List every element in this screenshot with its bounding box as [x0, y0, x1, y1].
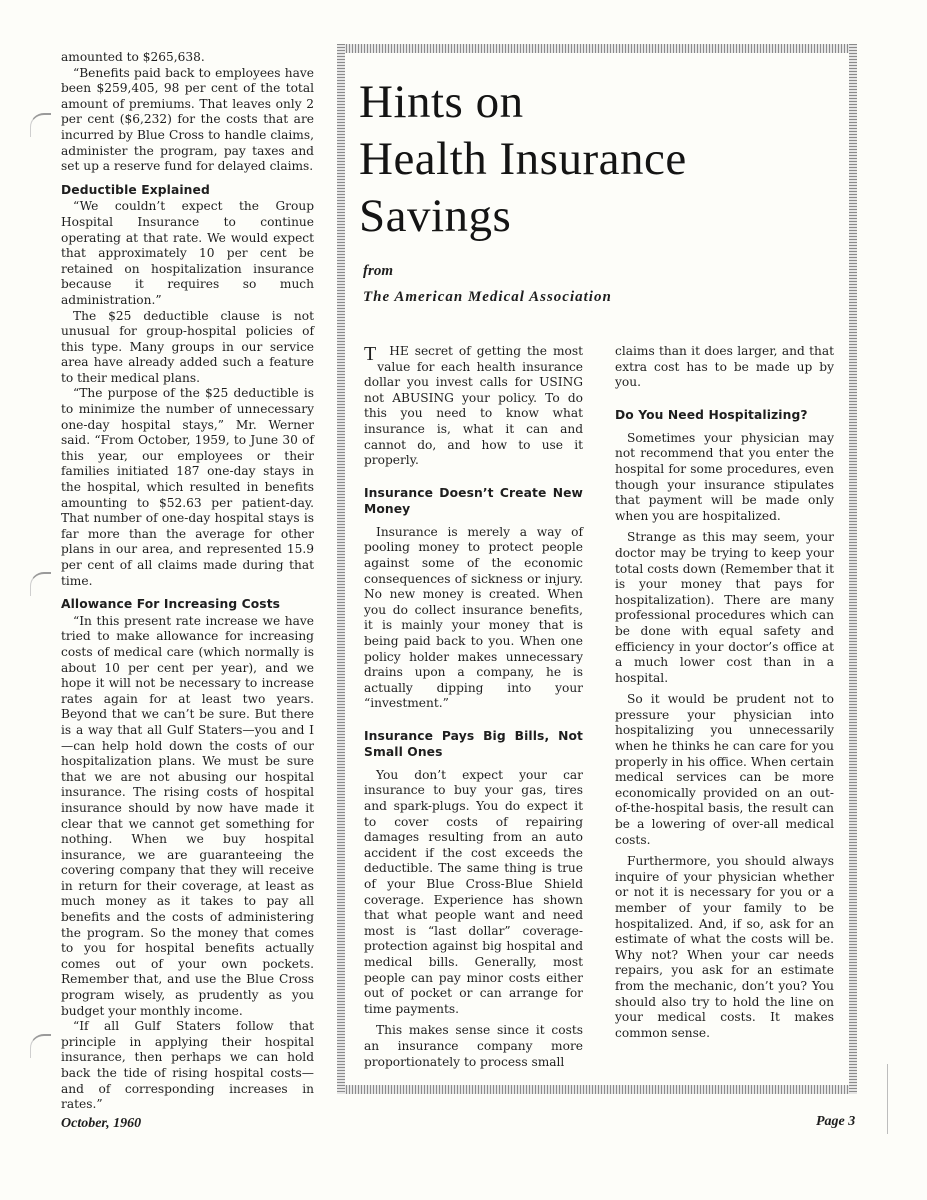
section-heading: Allowance For Increasing Costs: [61, 597, 281, 612]
paragraph: Strange as this may seem, your doctor may be trying to keep your total costs down (Remember that it is your money that pays for hospitalization). There are many professional procedures which can be done with equal safety and efficiency in your doctor’s office at a much lower cost than in a hospital.: [615, 530, 834, 685]
title-line: Savings: [359, 190, 512, 242]
article-title: [359, 74, 687, 245]
decorative-border: [337, 44, 857, 53]
paragraph: “In this present rate increase we have tried to make allowance for increasing costs of medical care (which normally is about 10 per cent per year), and we hope it will not be necessary to increase rates again for at least two years. Beyond that we can’t be sure. But there is a way that all Gulf Staters—you and I—can help hold down the costs of our hospitalization plans. We must be sure that we are not abusing our hospital insurance. The rising costs of hospital insurance should by now have made it clear that we cannot get something for nothing. When we buy hospital insurance, we are guaranteeing the covering company that they will receive in return for their coverage, at least as much money as it takes to pay all benefits and the costs of administering the program. So the money that comes to you for hospital benefits actually comes out of your own pockets. Remember that, and use the Blue Cross program wisely, as prudently as you budget your monthly income.: [61, 613, 314, 1018]
footer-date: October, 1960: [61, 1116, 142, 1131]
paragraph: You don’t expect your car insurance to buy your gas, tires and spark-plugs. You do expect it to cover costs of repairing damages resulting from an auto accident if the cost exceeds the deductible. The same thing is true of your Blue Cross-Blue Shield coverage. Experience has shown that what people want and need most is “last dollar” coverage-protection against big hospital and medical bills. Generally, most people can pay minor costs either out of pocket or can arrange for time payments.: [364, 767, 583, 1016]
paragraph: “If all Gulf Staters follow that principle in applying their hospital insurance, then perhaps we can hold back the tide of rising hospital costs—and of corresponding increases in rates.”: [61, 1019, 314, 1112]
binder-hole-mark: [30, 113, 51, 137]
article-column-2: [615, 344, 834, 1047]
decorative-border: [849, 44, 857, 1094]
section-heading: Do You Need Hospitalizing?: [615, 407, 808, 422]
decorative-border: [337, 1085, 857, 1094]
left-column-article: [61, 50, 314, 1113]
article-column-1: [364, 344, 583, 1076]
paragraph: So it would be prudent not to pressure your physician into hospitalizing you unnecessarily when he thinks he can care for you properly in his office. When certain medical services can be more economically provided on an out-of-the-hospital basis, the result can be a lowering of over-all medical costs.: [615, 692, 834, 847]
paragraph: This makes sense since it costs an insurance company more proportionately to process small: [364, 1023, 583, 1069]
paragraph-continuation: claims than it does larger, and that extra cost has to be made up by you.: [615, 344, 834, 390]
decorative-border: [337, 44, 345, 1094]
paragraph: The $25 deductible clause is not unusual for group-hospital policies of this type. Many groups in our service area have already added such a feature to their medical plans.: [61, 308, 314, 385]
drop-cap: T: [364, 343, 377, 365]
intro-text: HE secret of getting the most value for each health insurance dollar you invest calls for USING not ABUSING your policy. To do this you need to know what insurance is, what it can and cannot do, and how to use it properly.: [364, 344, 583, 468]
page-edge-line: [887, 1064, 888, 1134]
paragraph: “We couldn’t expect the Group Hospital Insurance to continue operating at that rate. We would expect that approximately 10 per cent be retained on hospitalization insurance because it requires so much administration.”: [61, 199, 314, 307]
binder-hole-mark: [30, 572, 51, 596]
paragraph: amounted to $265,638.: [61, 50, 205, 64]
intro-paragraph: [364, 344, 583, 469]
byline-from: from: [363, 263, 393, 279]
title-line: Hints on: [359, 76, 524, 128]
byline-source: The American Medical Association: [363, 289, 612, 305]
boxed-article: [337, 44, 857, 1094]
paragraph: Furthermore, you should always inquire of your physician whether or not it is necessary for you or a member of your family to be hospitalized. And, if so, ask for an estimate of what the costs will be. Why not? When your car needs repairs, you ask for an estimate from the mechanic, don’t you? You should also try to hold the line on your medical costs. It makes common sense.: [615, 854, 834, 1040]
binder-hole-mark: [30, 1034, 51, 1058]
page-number: Page 3: [816, 1114, 856, 1129]
section-heading: Insurance Doesn’t Create New Money: [364, 485, 583, 516]
paragraph: “Benefits paid back to employees have been $259,405, 98 per cent of the total amount of premiums. That leaves only 2 per cent ($6,232) for the costs that are incurred by Blue Cross to handle claims, administer the program, pay taxes and set up a reserve fund for delayed claims.: [61, 65, 314, 174]
paragraph: Sometimes your physician may not recommend that you enter the hospital for some procedures, even though your insurance stipulates that payment will be made only when you are hospitalized.: [615, 430, 834, 523]
title-line: Health Insurance: [359, 133, 687, 185]
section-heading: Insurance Pays Big Bills, Not Small Ones: [364, 728, 583, 759]
paragraph: Insurance is merely a way of pooling money to protect people against some of the economic consequences of sickness or injury. No new money is created. When you do collect insurance benefits, it is mainly your money that is being paid back to you. When one policy holder makes unnecessary drains upon a company, he is actually dipping into your “investment.”: [364, 524, 583, 711]
section-heading: Deductible Explained: [61, 182, 210, 197]
paragraph: “The purpose of the $25 deductible is to minimize the number of unnecessary one-day hospital stays,” Mr. Werner said. “From October, 1959, to June 30 of this year, our employees or their families initiated 187 one-day stays in the hospital, which resulted in benefits amounting to $52.63 per patient-day. That number of one-day hospital stays is far more than the average for other plans in our area, and represented 15.9 per cent of all claims made during that time.: [61, 386, 314, 588]
